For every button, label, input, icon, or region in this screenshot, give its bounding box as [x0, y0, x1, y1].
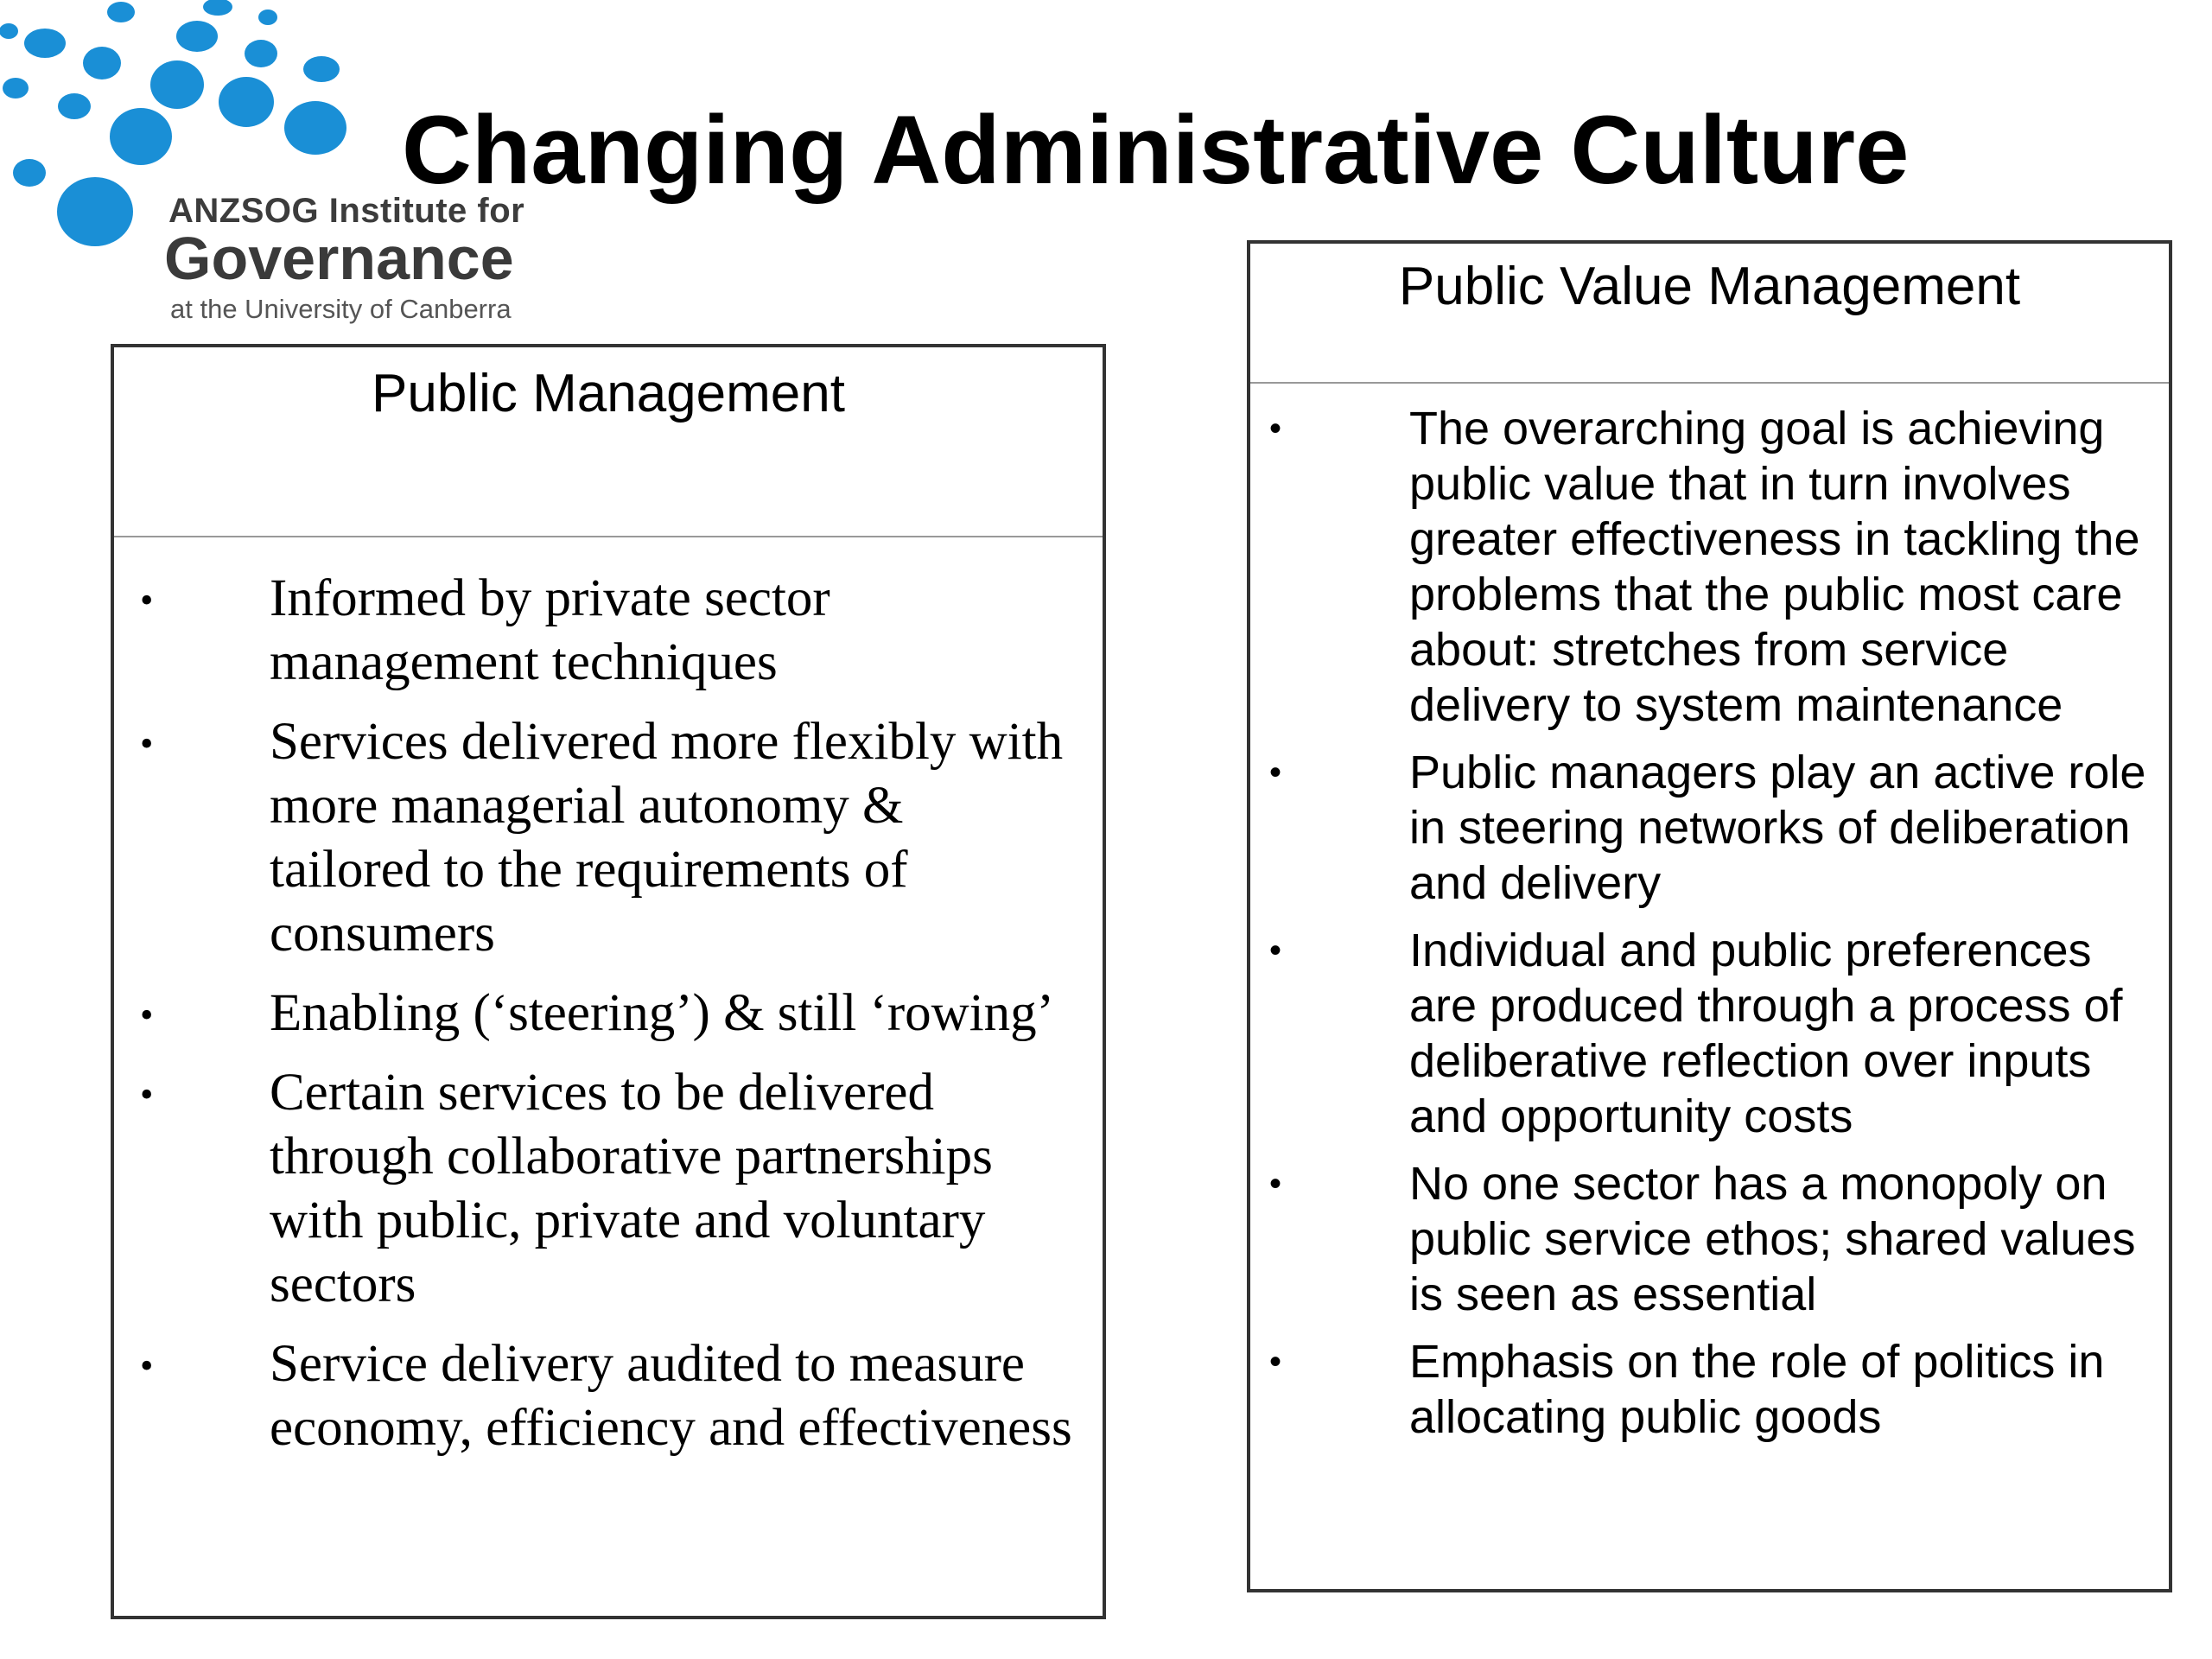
- public-management-list: [114, 537, 1103, 1460]
- list-item-text: No one sector has a monopoly on public service ethos; shared values is seen as essential: [1409, 1158, 2136, 1320]
- list-item-text: Individual and public preferences are produced through a process of deliberative reflection over inputs and opportunity costs: [1409, 925, 2123, 1142]
- list-item-text: Emphasis on the role of politics in allocating public goods: [1409, 1336, 2105, 1443]
- logo-governance-text: Governance: [164, 225, 514, 292]
- list-item-text: Enabling (‘steering’) & still ‘rowing’: [270, 984, 1055, 1042]
- list-item-text: The overarching goal is achieving public value that in turn involves greater effectiveness in tackling the problems that the public most care about: stretches from service delivery to system maintenance: [1409, 403, 2140, 731]
- public-value-management-header: Public Value Management: [1250, 244, 2169, 384]
- list-item: [1269, 401, 2148, 733]
- bullet-icon: •: [140, 1073, 154, 1116]
- logo-university-text: at the University of Canberra: [170, 294, 512, 324]
- list-item: [140, 982, 1077, 1046]
- bullet-icon: •: [140, 1344, 154, 1387]
- bullet-icon: •: [140, 994, 154, 1036]
- bullet-icon: •: [1269, 410, 1282, 448]
- public-management-header: Public Management: [114, 347, 1103, 537]
- bullet-icon: •: [1269, 1165, 1282, 1203]
- bullet-icon: •: [140, 722, 154, 765]
- list-item: [1269, 1334, 2148, 1445]
- list-item-text: Services delivered more flexibly with more managerial autonomy & tailored to the requirements of consumers: [270, 713, 1064, 963]
- public-value-management-list: [1250, 384, 2169, 1445]
- public-value-management-box: [1247, 240, 2172, 1592]
- public-management-box: [111, 344, 1106, 1619]
- bullet-icon: •: [1269, 753, 1282, 791]
- bullet-icon: •: [1269, 1343, 1282, 1381]
- list-item: [1269, 1156, 2148, 1322]
- bullet-icon: •: [140, 579, 154, 621]
- list-item-text: Certain services to be delivered through collaborative partnerships with public, private and voluntary sectors: [270, 1064, 993, 1313]
- bullet-icon: •: [1269, 931, 1282, 969]
- list-item: [140, 710, 1077, 966]
- page-title: Changing Administrative Culture: [402, 96, 1910, 204]
- list-item: [1269, 923, 2148, 1144]
- list-item: [140, 567, 1077, 695]
- list-item-text: Service delivery audited to measure economy, efficiency and effectiveness: [270, 1335, 1072, 1457]
- list-item: [140, 1332, 1077, 1460]
- list-item: [140, 1061, 1077, 1317]
- list-item: [1269, 745, 2148, 911]
- list-item-text: Public managers play an active role in steering networks of deliberation and delivery: [1409, 747, 2146, 909]
- logo-institute-text: ANZSOG Institute for: [168, 192, 525, 230]
- list-item-text: Informed by private sector management techniques: [270, 569, 830, 691]
